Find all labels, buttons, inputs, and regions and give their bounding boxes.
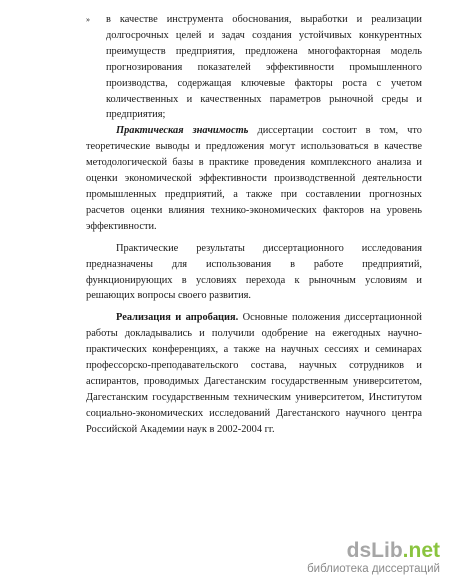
dslib-logo: [307, 540, 440, 562]
body-text: [86, 12, 422, 438]
watermark-subtitle: библиотека диссертаций: [307, 563, 440, 575]
dslib-watermark: [307, 540, 440, 576]
practical-significance-heading: Практическая значимость: [116, 125, 249, 137]
practical-significance-paragraph: [86, 123, 422, 234]
approbation-heading: Реализация и апробация.: [116, 312, 239, 324]
logo-dot: .: [402, 539, 409, 562]
results-paragraph: Практические результаты диссертационного исследования предназначены для использования в работе предприятий, функционирующих в условиях перехода к рыночным условиям и решающих вопросы своего развития.: [86, 242, 422, 302]
logo-tld: net: [408, 539, 440, 562]
bullet-item: [86, 12, 422, 123]
bullet-text: в качестве инструмента обоснования, выработки и реализации долгосрочных целей и задач создания устойчивых конкурентных преимуществ предприятия, предложена многофакторная модель прогнозирования показателей эффективности промышленного производства, содержащая ключевые факторы роста с учетом количественных и качественных параметров рыночной среды и предприятия;: [106, 14, 422, 121]
logo-main: dsLib: [346, 539, 403, 562]
approbation-text: Основные положения диссертационной работы докладывались и получили одобрение на ежегодных научно-практических конференциях, а также на научных сессиях и семинарах профессорско-преподавательского состава, научных сотрудников и аспирантов, проводимых Дагестанским государственным университетом, Дагестанским государственным техническим университетом, Институтом социально-экономических исследований Дагестанского научного центра Российской Академии наук в 2002-2004 гг.: [86, 312, 422, 435]
bullet-marker: »: [86, 15, 90, 24]
practical-significance-text: диссертации состоит в том, что теоретические выводы и предложения могут использоваться в качестве методологической базы в практике проведения комплексного анализа и оценки экономической эффективности производственной деятельности промышленных предприятий, а также при составлении прогнозных расчетов оценки влияния технико-экономических факторов на уровень эффективности.: [86, 125, 422, 232]
approbation-paragraph: [86, 310, 422, 437]
